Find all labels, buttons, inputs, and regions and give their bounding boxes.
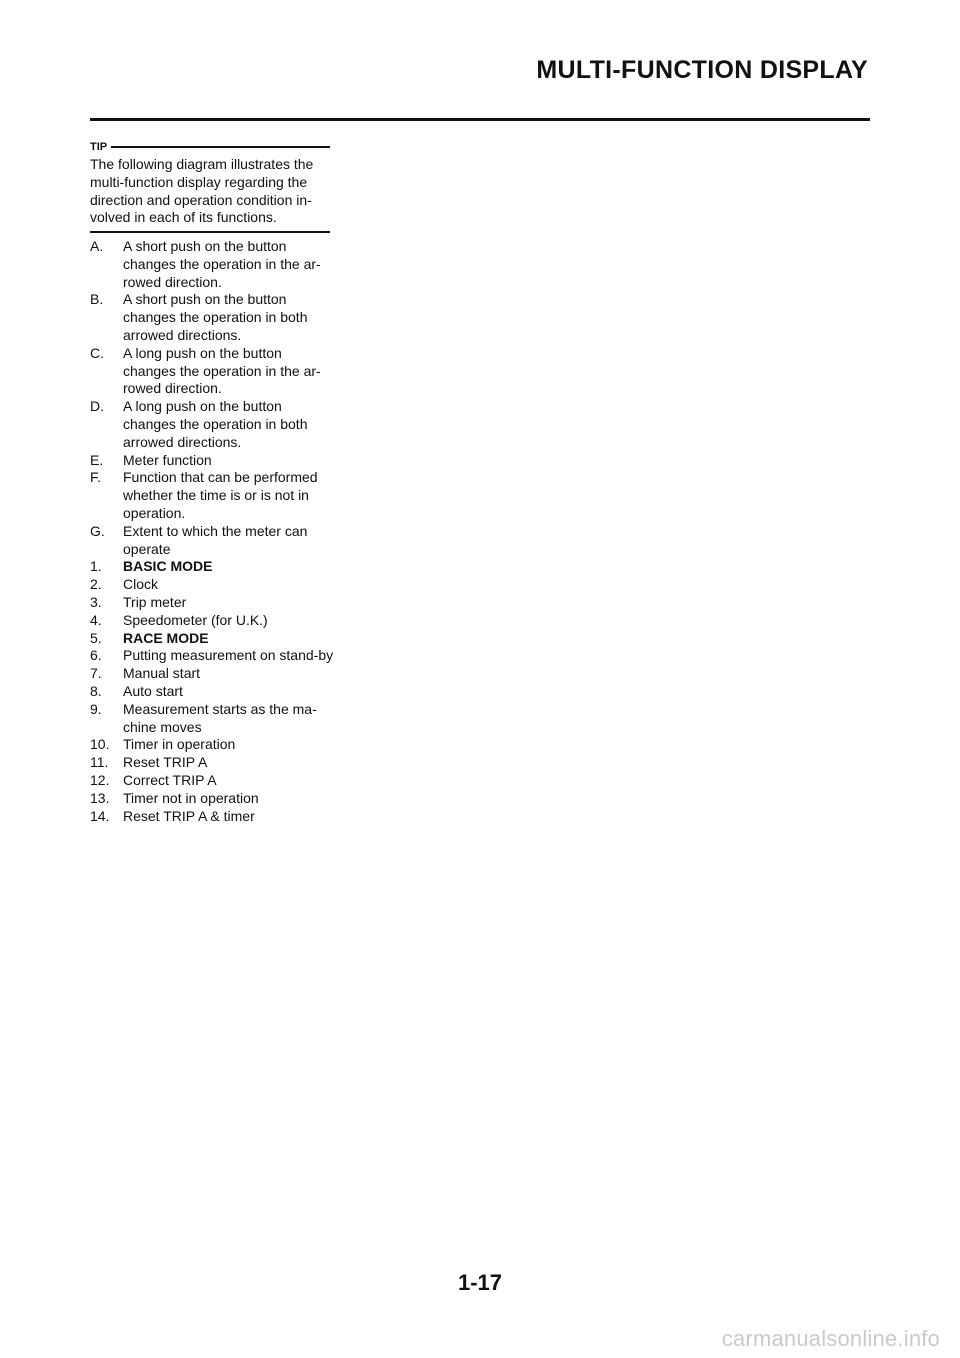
legend-list	[90, 238, 335, 825]
tip-label: TIP	[90, 141, 108, 153]
legend-item	[90, 345, 335, 398]
page-title: MULTI-FUNCTION DISPLAY	[536, 56, 868, 84]
legend-key: 6.	[90, 647, 102, 664]
legend-text: A long push on the button changes the operation in the ar-rowed direction.	[123, 344, 321, 397]
tip-bottom-rule	[90, 231, 330, 233]
legend-key: 13.	[90, 789, 110, 806]
legend-text: Auto start	[123, 682, 183, 699]
legend-item	[90, 398, 335, 451]
legend-text: A short push on the button changes the operation in the ar-rowed direction.	[123, 238, 321, 290]
legend-text: Function that can be performed whether the time is or is not in operation.	[123, 469, 318, 521]
legend-key: 1.	[90, 558, 102, 575]
legend-key: C.	[90, 344, 104, 361]
legend-key: A.	[90, 238, 104, 254]
tip-label-rule	[111, 146, 330, 148]
legend-item	[90, 772, 335, 790]
legend-item	[90, 291, 335, 344]
watermark: carmanualsonline.info	[721, 1326, 940, 1351]
legend-text: Speedometer (for U.K.)	[123, 611, 268, 628]
legend-item	[90, 736, 335, 754]
legend-item	[90, 701, 335, 737]
legend-text: Manual start	[123, 665, 201, 682]
legend-key: B.	[90, 291, 104, 308]
page-number: 1-17	[457, 1270, 503, 1295]
legend-item	[90, 665, 335, 683]
header-rule	[90, 118, 870, 121]
legend-item	[90, 558, 335, 576]
tip-label-row	[90, 138, 330, 156]
legend-text: A long push on the button changes the operation in both arrowed directions.	[123, 398, 308, 450]
legend-text: Timer not in operation	[123, 789, 259, 806]
legend-key: 4.	[90, 611, 102, 628]
legend-key: 7.	[90, 665, 102, 682]
legend-text: Trip meter	[123, 593, 187, 610]
legend-text: Clock	[123, 576, 159, 593]
legend-key: 8.	[90, 682, 102, 699]
legend-key: 3.	[90, 593, 102, 610]
legend-text: Putting measurement on stand-by	[123, 647, 334, 664]
legend-item	[90, 790, 335, 808]
legend-text: Reset TRIP A & timer	[123, 807, 255, 824]
legend-text: Timer in operation	[123, 736, 236, 753]
legend-item	[90, 238, 335, 291]
legend-item	[90, 612, 335, 630]
legend-item	[90, 594, 335, 612]
legend-item	[90, 576, 335, 594]
legend-key: E.	[90, 451, 104, 468]
legend-item	[90, 683, 335, 701]
legend-key: 10.	[90, 736, 110, 753]
legend-key: 2.	[90, 576, 102, 593]
legend-text: Measurement starts as the ma-chine moves	[123, 700, 317, 735]
legend-item	[90, 808, 335, 826]
legend-key: D.	[90, 398, 104, 415]
legend-text: Extent to which the meter can operate	[123, 522, 308, 557]
legend-text: Reset TRIP A	[123, 754, 208, 771]
legend-key: 9.	[90, 700, 102, 717]
legend-item	[90, 523, 335, 559]
legend-text: Correct TRIP A	[123, 771, 217, 788]
tip-box	[90, 138, 330, 233]
legend-item	[90, 630, 335, 648]
legend-item	[90, 754, 335, 772]
legend-key: 14.	[90, 807, 110, 824]
legend-text: BASIC MODE	[123, 558, 213, 575]
legend-key: G.	[90, 522, 105, 539]
legend-key: F.	[90, 469, 101, 486]
legend-item	[90, 452, 335, 470]
legend-key: 12.	[90, 771, 110, 788]
legend-item	[90, 647, 335, 665]
legend-text: RACE MODE	[123, 629, 209, 646]
legend-key: 5.	[90, 629, 102, 646]
legend-text: Meter function	[123, 451, 212, 468]
legend-key: 11.	[90, 754, 109, 771]
legend-item	[90, 469, 335, 522]
tip-text: The following diagram illustrates the multi-function display regarding the direction and operation condition in-volved in each of its functions.	[90, 156, 314, 226]
legend-text: A short push on the button changes the operation in both arrowed directions.	[123, 291, 308, 343]
